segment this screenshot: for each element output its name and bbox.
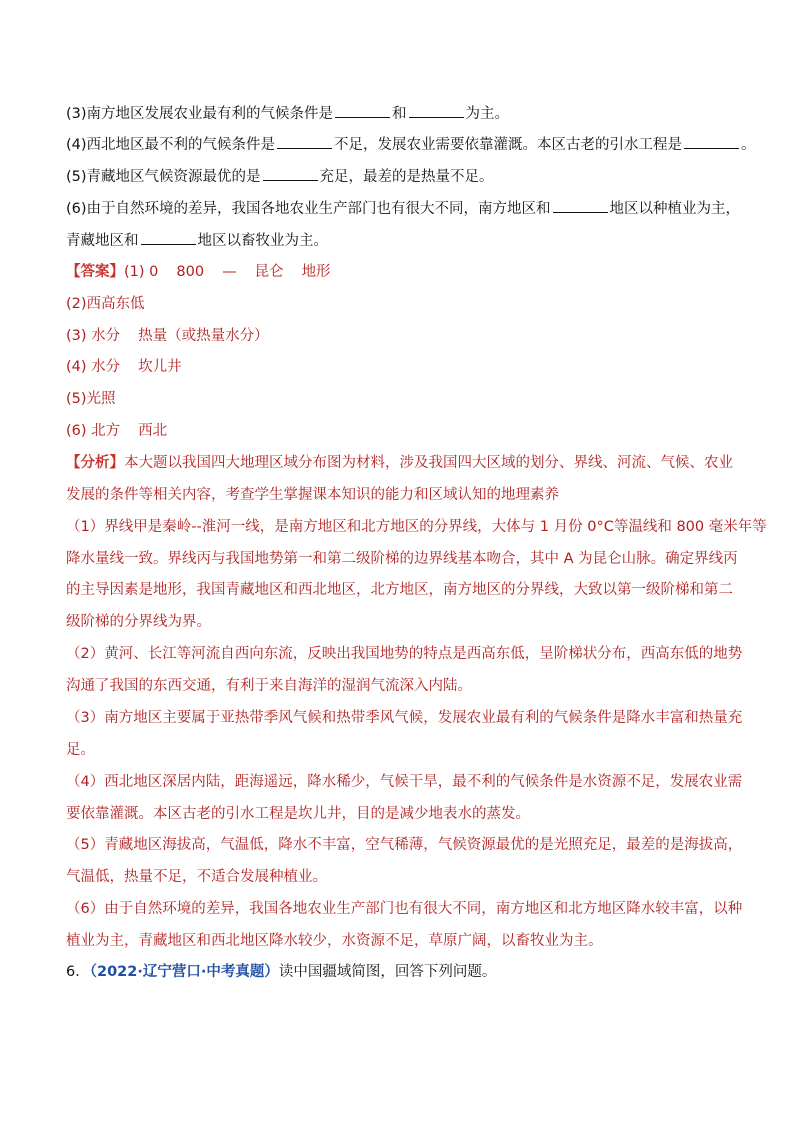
question-6-line1	[66, 198, 741, 219]
analysis-line	[66, 676, 736, 696]
analysis-text: （3）南方地区主要属于亚热带季风气候和热带季风气候，发展农业最有利的气候条件是降水丰富和热量充	[66, 710, 743, 726]
answer-item: 800	[176, 264, 205, 280]
q4-text-b: 不足，发展农业需要依靠灌溉。本区古老的引水工程是	[334, 137, 683, 153]
answer-item: —	[222, 264, 237, 280]
question-4	[66, 134, 756, 155]
question-6-line2	[66, 230, 736, 251]
q6-text-c: 青藏地区和	[66, 233, 139, 249]
analysis-text: 级阶梯的分界线为界。	[66, 614, 211, 630]
answer-item: 热量（或热量水分）	[138, 328, 269, 344]
q6-text-d: 地区以畜牧业为主。	[197, 233, 328, 249]
answer-item: 昆仑	[254, 264, 284, 280]
analysis-line	[66, 549, 736, 569]
analysis-text: 植业为主，青藏地区和西北地区降水较少，水资源不足，草原广阔，以畜牧业为主。	[66, 933, 603, 949]
question-5	[66, 166, 736, 187]
answer-line-3	[66, 326, 736, 346]
answer-blank[interactable]	[263, 166, 318, 181]
answer-blank[interactable]	[277, 134, 332, 149]
question-prompt: 读中国疆域简图，回答下列问题。	[278, 964, 497, 980]
answer-item: (1) 0	[124, 264, 159, 280]
analysis-text: （6）由于自然环境的差异，我国各地农业生产部门也有很大不同，南方地区和北方地区降水较丰富，以种	[66, 901, 743, 917]
answer-blank[interactable]	[409, 103, 464, 118]
analysis-line	[66, 517, 767, 537]
answer-item: (5)光照	[66, 391, 116, 407]
answer-blank[interactable]	[141, 230, 196, 245]
answer-line-5	[66, 389, 736, 409]
answer-item: (4) 水分	[66, 359, 121, 375]
analysis-text: 要依靠灌溉。本区古老的引水工程是坎儿井，目的是减少地表水的蒸发。	[66, 806, 530, 822]
answer-line-2	[66, 294, 736, 314]
answer-blank[interactable]	[335, 103, 390, 118]
analysis-text: 沟通了我国的东西交通，有利于来自海洋的湿润气流深入内陆。	[66, 678, 472, 694]
answer-item: (3) 水分	[66, 328, 121, 344]
answer-item: (2)西高东低	[66, 296, 145, 312]
analysis-text: 气温低，热量不足，不适合发展种植业。	[66, 869, 327, 885]
analysis-line	[66, 740, 736, 760]
q3-text-a: (3)南方地区发展农业最有利的气候条件是	[66, 106, 334, 122]
analysis-text: 的主导因素是地形，我国青藏地区和西北地区，北方地区，南方地区的分界线，大致以第一级阶梯和第二	[66, 582, 733, 598]
analysis-text: 降水量线一致。界线丙与我国地势第一和第二级阶梯的边界线基本吻合，其中 A 为昆仑山脉。确定界线丙	[66, 551, 738, 567]
analysis-text: 发展的条件等相关内容，考查学生掌握课本知识的能力和区域认知的地理素养	[66, 487, 559, 503]
q5-text-a: (5)青藏地区气候资源最优的是	[66, 169, 261, 185]
q3-text-b: 和	[392, 106, 407, 122]
q4-text-c: 。	[741, 137, 756, 153]
analysis-line	[66, 804, 736, 824]
q5-text-b: 充足，最差的是热量不足。	[319, 169, 494, 185]
q3-text-c: 为主。	[465, 106, 510, 122]
analysis-tag: 【分析】	[66, 455, 124, 471]
answer-item: 坎儿井	[138, 359, 182, 375]
question-source: （2022·辽宁营口·中考真题）	[89, 964, 279, 980]
answer-item: (6) 北方	[66, 423, 121, 439]
question-6-header	[66, 962, 736, 982]
analysis-line	[66, 485, 736, 505]
analysis-text: （4）西北地区深居内陆，距海遥远，降水稀少，气候干旱，最不利的气候条件是水资源不足，发展农业需	[66, 774, 743, 790]
analysis-text: （2）黄河、长江等河流自西向东流，反映出我国地势的特点是西高东低，呈阶梯状分布，西高东低的地势	[66, 646, 743, 662]
analysis-text: 足。	[66, 742, 95, 758]
q6-text-b: 地区以种植业为主，	[609, 201, 741, 217]
analysis-text: 本大题以我国四大地理区域分布图为材料，涉及我国四大区域的划分、界线、河流、气候、农业	[124, 455, 733, 471]
answer-blank[interactable]	[553, 198, 608, 213]
analysis-line	[66, 612, 736, 632]
analysis-line	[66, 644, 743, 664]
analysis-text: （5）青藏地区海拔高，气温低，降水不丰富，空气稀薄，气候资源最优的是光照充足，最差的是海拔高，	[66, 837, 743, 853]
analysis-line	[66, 835, 743, 855]
question-3	[66, 103, 736, 124]
answer-item: 西北	[138, 423, 168, 439]
answer-item: 地形	[301, 264, 331, 280]
answer-line-6	[66, 421, 736, 441]
q6-text-a: (6)由于自然环境的差异，我国各地农业生产部门也有很大不同，南方地区和	[66, 201, 551, 217]
analysis-line	[66, 708, 743, 728]
analysis-line	[66, 580, 736, 600]
analysis-line	[66, 453, 736, 473]
answer-line-4	[66, 357, 736, 377]
analysis-line	[66, 867, 736, 887]
q4-text-a: (4)西北地区最不利的气候条件是	[66, 137, 276, 153]
analysis-text: （1）界线甲是秦岭--淮河一线，是南方地区和北方地区的分界线，大体与 1 月份 0°C等温线和 800 毫米年等	[66, 519, 767, 535]
question-number: 6．	[66, 964, 90, 980]
answer-line-1	[66, 262, 736, 282]
answer-blank[interactable]	[684, 134, 739, 149]
answer-tag: 【答案】	[66, 264, 124, 280]
analysis-line	[66, 899, 743, 919]
analysis-line	[66, 772, 743, 792]
analysis-line	[66, 931, 736, 951]
